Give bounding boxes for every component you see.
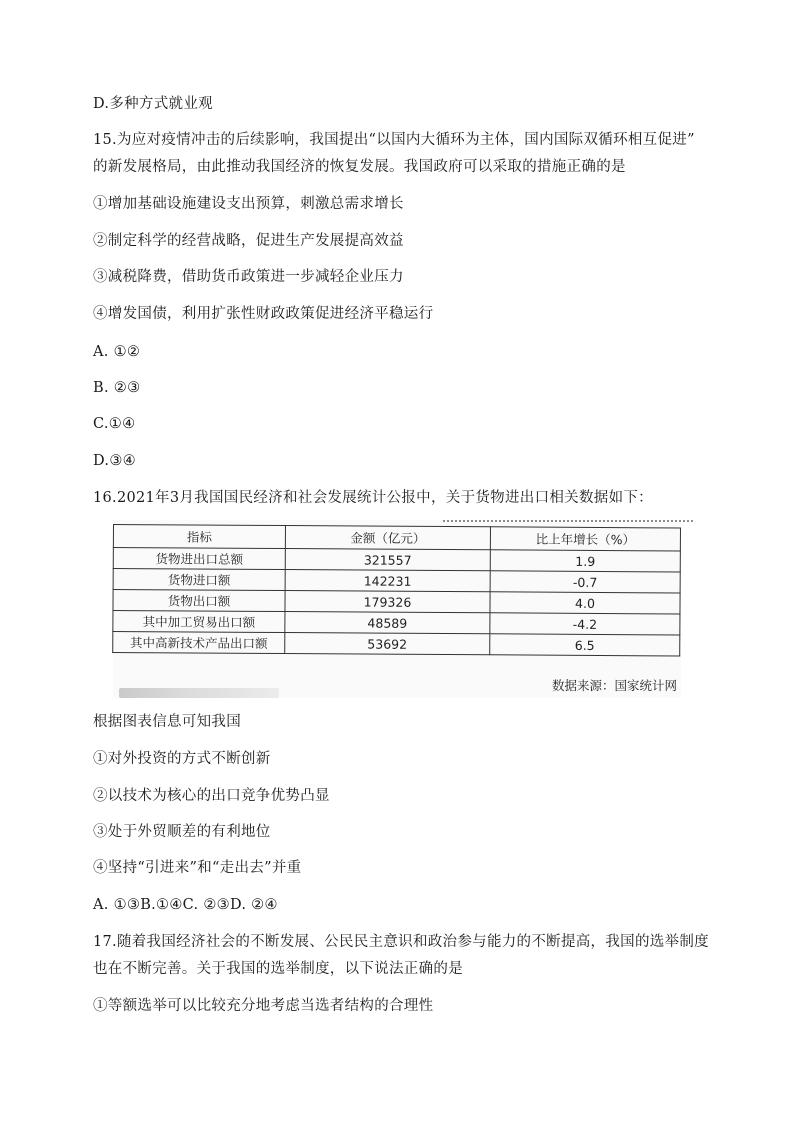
table-header: 指标 <box>113 525 285 549</box>
table-cell: 其中高新技术产品出口额 <box>113 632 285 654</box>
q15-option-b: B. ②③ <box>93 380 141 396</box>
trade-data-table-image <box>113 520 681 698</box>
q15-option-d: D.③④ <box>93 453 136 469</box>
table-cell: -0.7 <box>490 571 680 593</box>
q15-statement-1: ①增加基础设施建设支出预算，刺激总需求增长 <box>93 196 404 212</box>
question-17-text-line1: 17.随着我国经济社会的不断发展、公民民主意识和政治参与能力的不断提高，我国的选举制度 <box>93 934 709 950</box>
q16-statement-4: ④坚持“引进来”和“走出去”并重 <box>93 860 302 876</box>
q16-statement-1: ①对外投资的方式不断创新 <box>93 751 271 767</box>
cropped-text-remnant <box>119 688 279 698</box>
q15-statement-3: ③减税降费，借助货币政策进一步减轻企业压力 <box>93 269 404 285</box>
question-15-text-line2: 的新发展格局，由此推动我国经济的恢复发展。我国政府可以采取的措施正确的是 <box>93 159 626 175</box>
q16-statement-2: ②以技术为核心的出口竞争优势凸显 <box>93 788 330 804</box>
question-16-text: 16.2021年3月我国国民经济和社会发展统计公报中，关于货物进出口相关数据如下： <box>93 490 653 506</box>
data-source-note: 数据来源：国家统计网 <box>551 678 677 693</box>
table-cell: 货物进出口总额 <box>113 548 285 570</box>
table-cell: 53692 <box>285 633 490 655</box>
q15-statement-4: ④增发国债，利用扩张性财政政策促进经济平稳运行 <box>93 306 434 322</box>
table-cell: 48589 <box>285 612 490 634</box>
q17-statement-1: ①等额选举可以比较充分地考虑当选者结构的合理性 <box>93 998 434 1014</box>
q16-statement-3: ③处于外贸顺差的有利地位 <box>93 824 271 840</box>
table-cell: 货物进口额 <box>113 569 285 591</box>
table-row <box>113 632 680 656</box>
q15-option-a: A. ①② <box>93 344 141 360</box>
option-d-q14: D.多种方式就业观 <box>93 96 213 112</box>
q15-option-c: C.①④ <box>93 416 136 432</box>
table-cell: 货物出口额 <box>113 590 285 612</box>
table-cell: 6.5 <box>490 634 680 656</box>
table-header: 比上年增长（%） <box>490 527 680 551</box>
table-header-row <box>113 525 680 551</box>
q15-statement-2: ②制定科学的经营战略，促进生产发展提高效益 <box>93 233 404 249</box>
table-cell: 142231 <box>285 570 490 592</box>
q16-stem: 根据图表信息可知我国 <box>93 714 241 730</box>
table-cell: 4.0 <box>490 592 680 614</box>
table-header: 金额（亿元） <box>285 526 490 550</box>
question-15-text-line1: 15.为应对疫情冲击的后续影响，我国提出“以国内大循环为主体，国内国际双循环相互促进” <box>93 132 695 148</box>
trade-data-table <box>112 524 681 656</box>
table-cell: 1.9 <box>490 550 680 572</box>
table-cell: 321557 <box>285 549 490 571</box>
q16-options: A. ①③B.①④C. ②③D. ②④ <box>93 897 278 913</box>
table-cell: -4.2 <box>490 613 680 635</box>
table-cell: 其中加工贸易出口额 <box>113 611 285 633</box>
table-cell: 179326 <box>285 591 490 613</box>
question-17-text-line2: 也在不断完善。关于我国的选举制度，以下说法正确的是 <box>93 961 463 977</box>
